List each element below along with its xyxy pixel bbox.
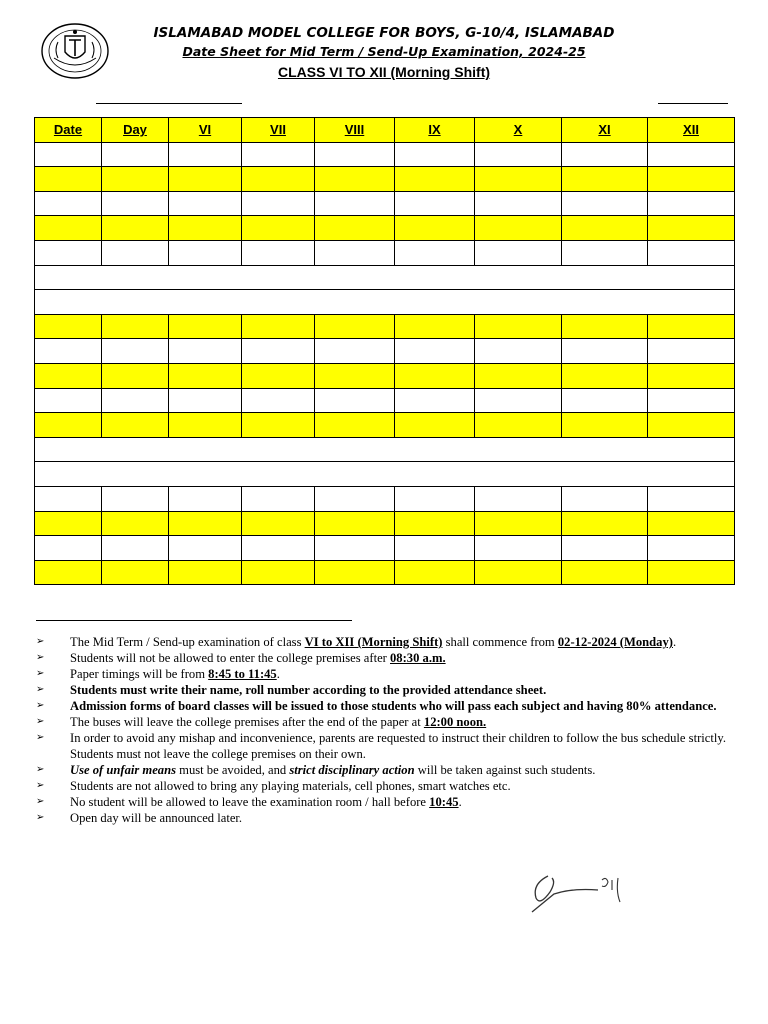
table-row xyxy=(35,388,735,413)
table-cell xyxy=(102,339,169,364)
table-cell xyxy=(395,191,475,216)
instruction-text: . xyxy=(672,635,677,649)
col-header-date: Date xyxy=(35,118,102,143)
table-cell xyxy=(242,142,315,167)
instruction-item xyxy=(36,698,726,714)
table-cell xyxy=(395,388,475,413)
table-cell xyxy=(395,363,475,388)
table-cell xyxy=(648,167,735,192)
instruction-item xyxy=(36,762,726,778)
table-cell xyxy=(242,363,315,388)
table-cell xyxy=(242,536,315,561)
notes-separator-line xyxy=(36,620,352,621)
table-cell xyxy=(169,142,242,167)
table-row xyxy=(35,462,735,487)
table-cell xyxy=(315,339,395,364)
table-cell xyxy=(169,191,242,216)
table-cell xyxy=(242,191,315,216)
table-cell xyxy=(35,363,102,388)
col-header-vii: VII xyxy=(242,118,315,143)
table-row xyxy=(35,486,735,511)
table-cell xyxy=(242,167,315,192)
table-cell xyxy=(475,560,562,585)
arrow-bullet-icon: ➢ xyxy=(36,780,45,791)
table-cell xyxy=(562,413,648,438)
table-cell xyxy=(35,388,102,413)
instruction-text: Students must write their name, roll number according to the provided attendance sheet. xyxy=(70,683,547,697)
table-cell xyxy=(648,314,735,339)
instructions-list xyxy=(36,634,726,826)
instruction-text: The buses will leave the college premises after the end of the paper at xyxy=(70,715,424,729)
table-cell xyxy=(648,413,735,438)
table-cell xyxy=(648,536,735,561)
merged-cell xyxy=(35,437,735,462)
merged-cell xyxy=(35,462,735,487)
col-header-viii: VIII xyxy=(315,118,395,143)
table-cell xyxy=(242,486,315,511)
table-cell xyxy=(648,511,735,536)
table-cell xyxy=(35,413,102,438)
table-cell xyxy=(648,191,735,216)
table-cell xyxy=(169,560,242,585)
instruction-item xyxy=(36,714,726,730)
table-row xyxy=(35,240,735,265)
table-cell xyxy=(475,388,562,413)
table-cell xyxy=(169,339,242,364)
table-cell xyxy=(648,240,735,265)
instruction-text: VI to XII (Morning Shift) xyxy=(304,635,443,649)
instruction-item xyxy=(36,634,726,650)
instruction-item xyxy=(36,810,726,826)
table-cell xyxy=(35,560,102,585)
table-row xyxy=(35,511,735,536)
table-cell xyxy=(562,388,648,413)
table-cell xyxy=(315,413,395,438)
instruction-text: strict disciplinary action xyxy=(289,763,415,777)
col-header-xi: XI xyxy=(562,118,648,143)
table-cell xyxy=(395,167,475,192)
instruction-text: 10:45 xyxy=(429,795,459,809)
table-cell xyxy=(102,240,169,265)
table-cell xyxy=(102,363,169,388)
table-cell xyxy=(562,339,648,364)
principal-signature xyxy=(528,868,628,916)
instruction-text: 08:30 a.m. xyxy=(390,651,446,665)
college-name: ISLAMABAD MODEL COLLEGE FOR BOYS, G-10/4, ISLAMABAD xyxy=(153,25,615,41)
table-cell xyxy=(648,560,735,585)
table-cell xyxy=(102,560,169,585)
table-cell xyxy=(315,388,395,413)
table-cell xyxy=(562,167,648,192)
date-sheet-table xyxy=(34,117,735,585)
instruction-text: Admission forms of board classes will be issued to those students who will pass each subject and having 80% attendance. xyxy=(70,699,717,713)
table-header-row xyxy=(35,118,735,143)
table-cell xyxy=(102,314,169,339)
table-cell xyxy=(315,486,395,511)
table-cell xyxy=(648,216,735,241)
instruction-item xyxy=(36,778,726,794)
table-cell xyxy=(102,142,169,167)
table-cell xyxy=(102,413,169,438)
merged-cell xyxy=(35,290,735,315)
table-cell xyxy=(35,167,102,192)
table-row xyxy=(35,536,735,561)
table-cell xyxy=(562,486,648,511)
table-cell xyxy=(169,486,242,511)
table-cell xyxy=(648,142,735,167)
instruction-item xyxy=(36,730,726,762)
table-row xyxy=(35,437,735,462)
table-cell xyxy=(315,142,395,167)
table-cell xyxy=(475,339,562,364)
table-row xyxy=(35,339,735,364)
table-cell xyxy=(169,216,242,241)
table-cell xyxy=(562,142,648,167)
table-cell xyxy=(102,486,169,511)
table-cell xyxy=(242,216,315,241)
instruction-text: Students will not be allowed to enter the college premises after xyxy=(70,651,390,665)
instruction-text: . xyxy=(276,667,280,681)
table-cell xyxy=(475,240,562,265)
table-cell xyxy=(395,511,475,536)
table-cell xyxy=(242,560,315,585)
table-cell xyxy=(315,560,395,585)
instruction-text: 12:00 noon. xyxy=(423,715,487,729)
col-header-ix: IX xyxy=(395,118,475,143)
table-cell xyxy=(475,363,562,388)
table-cell xyxy=(242,240,315,265)
table-cell xyxy=(562,191,648,216)
instruction-text: Use of unfair means xyxy=(70,763,177,777)
table-cell xyxy=(475,486,562,511)
arrow-bullet-icon: ➢ xyxy=(36,652,45,663)
instruction-text: shall commence from xyxy=(442,635,558,649)
table-body xyxy=(35,142,735,585)
table-cell xyxy=(169,314,242,339)
instruction-text: must be avoided, and xyxy=(176,763,290,777)
table-cell xyxy=(315,511,395,536)
table-cell xyxy=(169,511,242,536)
table-cell xyxy=(35,339,102,364)
table-cell xyxy=(35,240,102,265)
table-cell xyxy=(169,536,242,561)
instruction-item xyxy=(36,666,726,682)
arrow-bullet-icon: ➢ xyxy=(36,684,45,695)
table-row xyxy=(35,265,735,290)
table-cell xyxy=(102,216,169,241)
table-cell xyxy=(242,413,315,438)
table-cell xyxy=(475,314,562,339)
table-cell xyxy=(648,339,735,364)
table-cell xyxy=(562,511,648,536)
table-cell xyxy=(315,191,395,216)
table-cell xyxy=(35,142,102,167)
table-cell xyxy=(475,216,562,241)
arrow-bullet-icon: ➢ xyxy=(36,636,45,647)
table-cell xyxy=(395,314,475,339)
instruction-item xyxy=(36,794,726,810)
table-cell xyxy=(315,240,395,265)
arrow-bullet-icon: ➢ xyxy=(36,716,45,727)
table-cell xyxy=(395,536,475,561)
table-cell xyxy=(562,363,648,388)
table-row xyxy=(35,560,735,585)
exam-subtitle: Date Sheet for Mid Term / Send-Up Examination, 2024-25 xyxy=(182,44,586,59)
table-cell xyxy=(242,511,315,536)
table-cell xyxy=(395,486,475,511)
table-cell xyxy=(475,142,562,167)
table-cell xyxy=(169,240,242,265)
class-title: CLASS VI TO XII (Morning Shift) xyxy=(277,64,491,80)
table-cell xyxy=(169,363,242,388)
table-cell xyxy=(395,142,475,167)
table-cell xyxy=(395,339,475,364)
table-cell xyxy=(475,167,562,192)
table-cell xyxy=(648,388,735,413)
table-row xyxy=(35,191,735,216)
table-row xyxy=(35,290,735,315)
table-cell xyxy=(562,560,648,585)
table-row xyxy=(35,363,735,388)
table-cell xyxy=(102,511,169,536)
table-cell xyxy=(102,167,169,192)
table-cell xyxy=(242,388,315,413)
table-row xyxy=(35,167,735,192)
table-cell xyxy=(475,511,562,536)
table-cell xyxy=(562,536,648,561)
table-cell xyxy=(648,363,735,388)
table-cell xyxy=(395,216,475,241)
table-cell xyxy=(169,388,242,413)
arrow-bullet-icon: ➢ xyxy=(36,668,45,679)
table-cell xyxy=(315,167,395,192)
arrow-bullet-icon: ➢ xyxy=(36,700,45,711)
instruction-text: Open day will be announced later. xyxy=(70,811,243,825)
table-cell xyxy=(395,413,475,438)
table-cell xyxy=(169,413,242,438)
instruction-text: 8:45 to 11:45 xyxy=(208,667,277,681)
instruction-text: 02-12-2024 (Monday) xyxy=(557,635,673,649)
table-cell xyxy=(35,511,102,536)
arrow-bullet-icon: ➢ xyxy=(36,764,45,775)
table-cell xyxy=(475,413,562,438)
col-header-vi: VI xyxy=(169,118,242,143)
table-cell xyxy=(35,536,102,561)
table-cell xyxy=(102,536,169,561)
table-cell xyxy=(562,216,648,241)
table-cell xyxy=(562,314,648,339)
arrow-bullet-icon: ➢ xyxy=(36,812,45,823)
table-cell xyxy=(475,191,562,216)
instruction-text: In order to avoid any mishap and inconvenience, parents are requested to instruct their children to follow the bus schedule strictly. Students must not leave the college premises on their own. xyxy=(70,731,726,761)
table-cell xyxy=(395,560,475,585)
blank-line-right xyxy=(658,103,728,104)
arrow-bullet-icon: ➢ xyxy=(36,732,45,743)
instruction-text: Paper timings will be from xyxy=(70,667,209,681)
table-cell xyxy=(35,314,102,339)
table-cell xyxy=(315,314,395,339)
instruction-item xyxy=(36,650,726,666)
col-header-xii: XII xyxy=(648,118,735,143)
blank-line-left xyxy=(96,103,242,104)
table-cell xyxy=(475,536,562,561)
table-cell xyxy=(242,314,315,339)
table-row xyxy=(35,413,735,438)
table-cell xyxy=(562,240,648,265)
table-cell xyxy=(169,167,242,192)
table-row xyxy=(35,314,735,339)
table-cell xyxy=(102,191,169,216)
instruction-text: . xyxy=(458,795,462,809)
table-cell xyxy=(242,339,315,364)
instruction-text: Students are not allowed to bring any playing materials, cell phones, smart watches etc. xyxy=(70,779,511,793)
table-cell xyxy=(35,191,102,216)
instruction-text: will be taken against such students. xyxy=(414,763,596,777)
table-cell xyxy=(648,486,735,511)
arrow-bullet-icon: ➢ xyxy=(36,796,45,807)
table-cell xyxy=(315,363,395,388)
col-header-day: Day xyxy=(102,118,169,143)
table-cell xyxy=(315,216,395,241)
instruction-text: The Mid Term / Send-up examination of class xyxy=(70,635,305,649)
table-cell xyxy=(102,388,169,413)
table-cell xyxy=(315,536,395,561)
table-row xyxy=(35,216,735,241)
table-cell xyxy=(35,486,102,511)
instruction-item xyxy=(36,682,726,698)
table-cell xyxy=(395,240,475,265)
table-cell xyxy=(35,216,102,241)
merged-cell xyxy=(35,265,735,290)
instruction-text: No student will be allowed to leave the examination room / hall before xyxy=(70,795,430,809)
col-header-x: X xyxy=(475,118,562,143)
table-row xyxy=(35,142,735,167)
